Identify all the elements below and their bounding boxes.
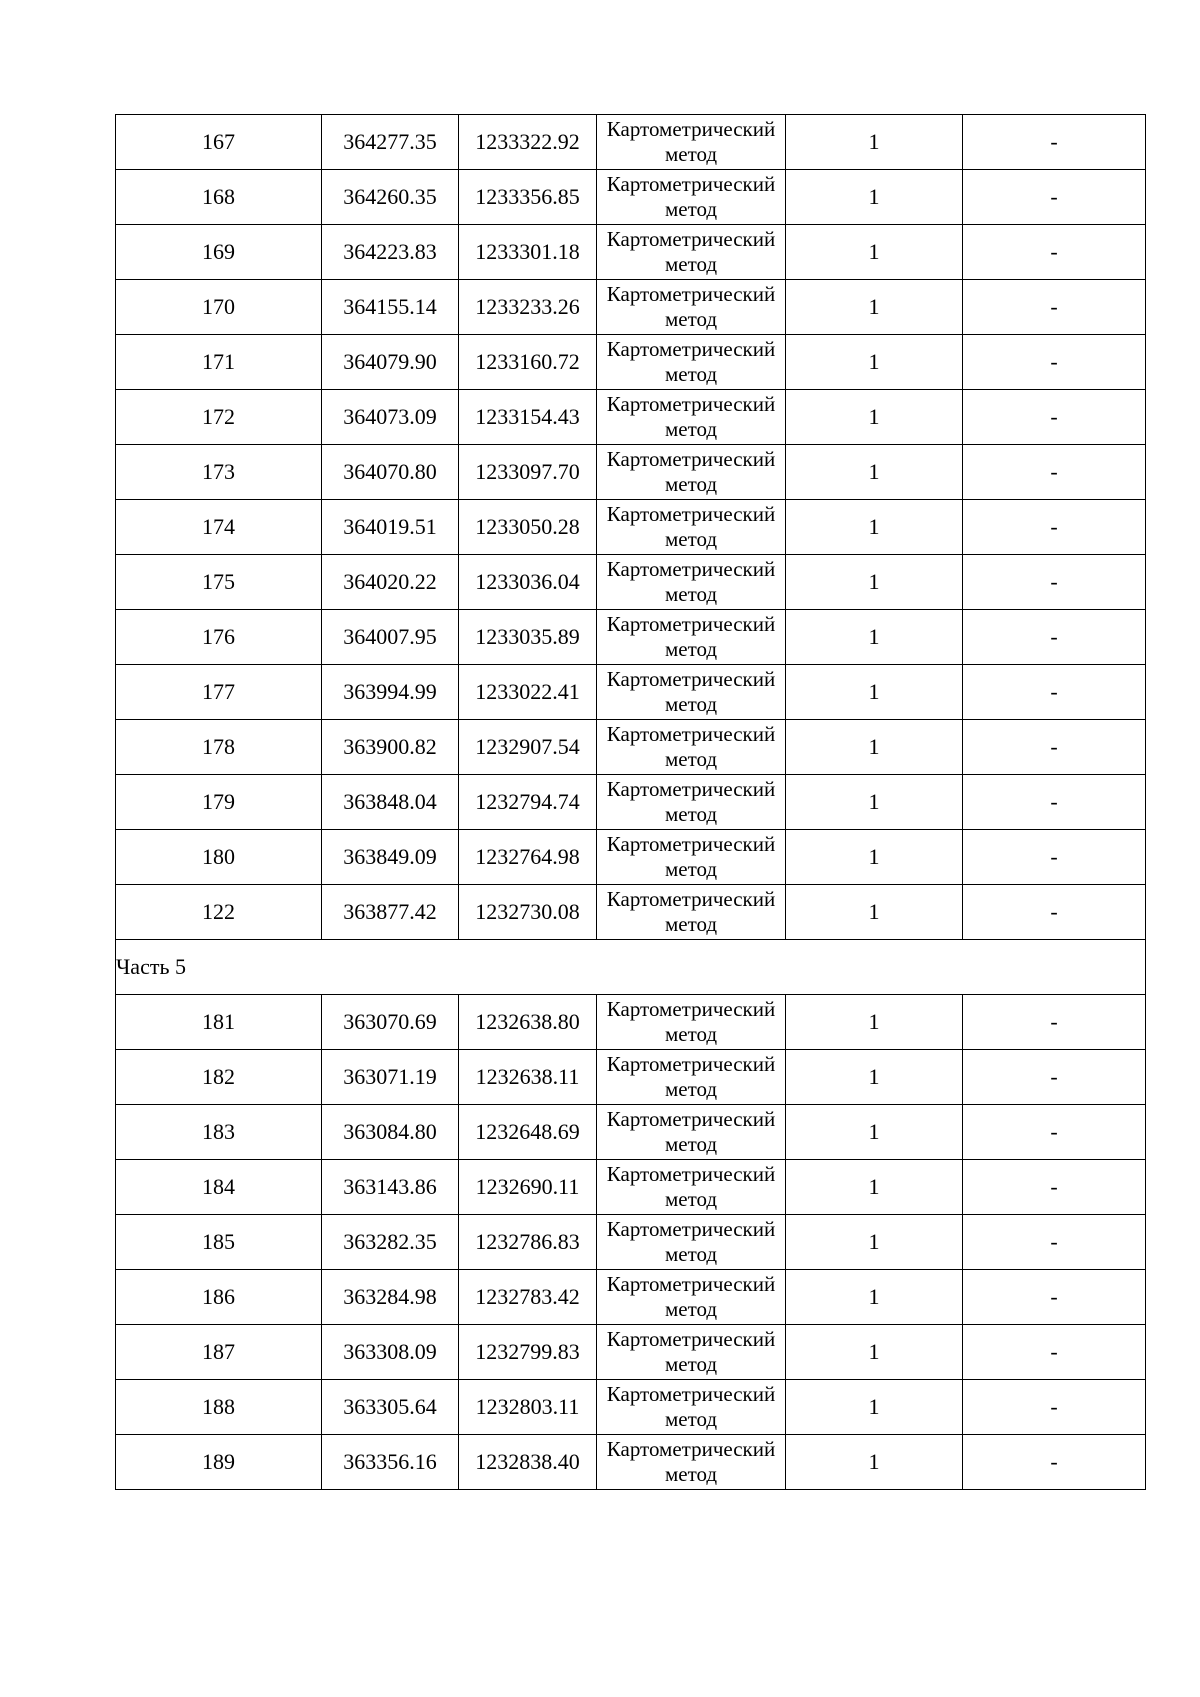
- note-cell: -: [963, 885, 1146, 940]
- method-cell: Картометрический метод: [597, 170, 786, 225]
- point-number-cell: 168: [116, 170, 322, 225]
- note-cell: -: [963, 995, 1146, 1050]
- x-coordinate-cell: 364007.95: [322, 610, 459, 665]
- point-number-cell: 122: [116, 885, 322, 940]
- table-row: [116, 1160, 1146, 1215]
- table-row: [116, 170, 1146, 225]
- method-cell: Картометрический метод: [597, 500, 786, 555]
- method-cell: Картометрический метод: [597, 445, 786, 500]
- accuracy-cell: 1: [786, 830, 963, 885]
- x-coordinate-cell: 363848.04: [322, 775, 459, 830]
- y-coordinate-cell: 1232730.08: [459, 885, 597, 940]
- x-coordinate-cell: 364020.22: [322, 555, 459, 610]
- method-cell: Картометрический метод: [597, 995, 786, 1050]
- point-number-cell: 167: [116, 115, 322, 170]
- point-number-cell: 174: [116, 500, 322, 555]
- y-coordinate-cell: 1233022.41: [459, 665, 597, 720]
- point-number-cell: 171: [116, 335, 322, 390]
- note-cell: -: [963, 1215, 1146, 1270]
- method-cell: Картометрический метод: [597, 1270, 786, 1325]
- point-number-cell: 185: [116, 1215, 322, 1270]
- point-number-cell: 184: [116, 1160, 322, 1215]
- y-coordinate-cell: 1233036.04: [459, 555, 597, 610]
- x-coordinate-cell: 363084.80: [322, 1105, 459, 1160]
- y-coordinate-cell: 1233160.72: [459, 335, 597, 390]
- note-cell: -: [963, 665, 1146, 720]
- table-row: [116, 555, 1146, 610]
- x-coordinate-cell: 364260.35: [322, 170, 459, 225]
- note-cell: -: [963, 1160, 1146, 1215]
- accuracy-cell: 1: [786, 885, 963, 940]
- y-coordinate-cell: 1232838.40: [459, 1435, 597, 1490]
- x-coordinate-cell: 364073.09: [322, 390, 459, 445]
- x-coordinate-cell: 363282.35: [322, 1215, 459, 1270]
- method-cell: Картометрический метод: [597, 610, 786, 665]
- table-row: [116, 885, 1146, 940]
- section-header-row: [116, 940, 1146, 995]
- accuracy-cell: 1: [786, 500, 963, 555]
- note-cell: -: [963, 555, 1146, 610]
- x-coordinate-cell: 363071.19: [322, 1050, 459, 1105]
- note-cell: -: [963, 390, 1146, 445]
- y-coordinate-cell: 1233154.43: [459, 390, 597, 445]
- x-coordinate-cell: 363356.16: [322, 1435, 459, 1490]
- accuracy-cell: 1: [786, 1105, 963, 1160]
- note-cell: -: [963, 500, 1146, 555]
- point-number-cell: 175: [116, 555, 322, 610]
- accuracy-cell: 1: [786, 665, 963, 720]
- accuracy-cell: 1: [786, 610, 963, 665]
- table-row: [116, 390, 1146, 445]
- x-coordinate-cell: 363994.99: [322, 665, 459, 720]
- table-row: [116, 225, 1146, 280]
- point-number-cell: 172: [116, 390, 322, 445]
- note-cell: -: [963, 610, 1146, 665]
- method-cell: Картометрический метод: [597, 1050, 786, 1105]
- table-row: [116, 1270, 1146, 1325]
- point-number-cell: 173: [116, 445, 322, 500]
- method-cell: Картометрический метод: [597, 1215, 786, 1270]
- accuracy-cell: 1: [786, 1435, 963, 1490]
- accuracy-cell: 1: [786, 720, 963, 775]
- coordinates-table: [115, 114, 1146, 1490]
- method-cell: Картометрический метод: [597, 830, 786, 885]
- y-coordinate-cell: 1232783.42: [459, 1270, 597, 1325]
- y-coordinate-cell: 1232794.74: [459, 775, 597, 830]
- point-number-cell: 188: [116, 1380, 322, 1435]
- y-coordinate-cell: 1232690.11: [459, 1160, 597, 1215]
- accuracy-cell: 1: [786, 995, 963, 1050]
- method-cell: Картометрический метод: [597, 115, 786, 170]
- table-row: [116, 1215, 1146, 1270]
- point-number-cell: 179: [116, 775, 322, 830]
- method-cell: Картометрический метод: [597, 1380, 786, 1435]
- y-coordinate-cell: 1233356.85: [459, 170, 597, 225]
- accuracy-cell: 1: [786, 225, 963, 280]
- note-cell: -: [963, 445, 1146, 500]
- method-cell: Картометрический метод: [597, 1105, 786, 1160]
- accuracy-cell: 1: [786, 555, 963, 610]
- x-coordinate-cell: 364079.90: [322, 335, 459, 390]
- x-coordinate-cell: 364019.51: [322, 500, 459, 555]
- x-coordinate-cell: 363305.64: [322, 1380, 459, 1435]
- accuracy-cell: 1: [786, 170, 963, 225]
- y-coordinate-cell: 1232907.54: [459, 720, 597, 775]
- method-cell: Картометрический метод: [597, 775, 786, 830]
- x-coordinate-cell: 363070.69: [322, 995, 459, 1050]
- y-coordinate-cell: 1233097.70: [459, 445, 597, 500]
- y-coordinate-cell: 1232648.69: [459, 1105, 597, 1160]
- method-cell: Картометрический метод: [597, 1325, 786, 1380]
- note-cell: -: [963, 335, 1146, 390]
- x-coordinate-cell: 363143.86: [322, 1160, 459, 1215]
- accuracy-cell: 1: [786, 775, 963, 830]
- note-cell: -: [963, 115, 1146, 170]
- point-number-cell: 187: [116, 1325, 322, 1380]
- method-cell: Картометрический метод: [597, 225, 786, 280]
- accuracy-cell: 1: [786, 335, 963, 390]
- point-number-cell: 177: [116, 665, 322, 720]
- point-number-cell: 182: [116, 1050, 322, 1105]
- accuracy-cell: 1: [786, 1215, 963, 1270]
- point-number-cell: 169: [116, 225, 322, 280]
- y-coordinate-cell: 1232764.98: [459, 830, 597, 885]
- table-row: [116, 280, 1146, 335]
- x-coordinate-cell: 363308.09: [322, 1325, 459, 1380]
- note-cell: -: [963, 830, 1146, 885]
- table-row: [116, 115, 1146, 170]
- point-number-cell: 183: [116, 1105, 322, 1160]
- accuracy-cell: 1: [786, 1050, 963, 1105]
- method-cell: Картометрический метод: [597, 1435, 786, 1490]
- x-coordinate-cell: 364070.80: [322, 445, 459, 500]
- method-cell: Картометрический метод: [597, 665, 786, 720]
- table-row: [116, 720, 1146, 775]
- note-cell: -: [963, 1050, 1146, 1105]
- accuracy-cell: 1: [786, 445, 963, 500]
- accuracy-cell: 1: [786, 115, 963, 170]
- method-cell: Картометрический метод: [597, 335, 786, 390]
- point-number-cell: 176: [116, 610, 322, 665]
- method-cell: Картометрический метод: [597, 390, 786, 445]
- table-row: [116, 1435, 1146, 1490]
- y-coordinate-cell: 1232638.11: [459, 1050, 597, 1105]
- y-coordinate-cell: 1233322.92: [459, 115, 597, 170]
- y-coordinate-cell: 1232803.11: [459, 1380, 597, 1435]
- x-coordinate-cell: 364155.14: [322, 280, 459, 335]
- y-coordinate-cell: 1232786.83: [459, 1215, 597, 1270]
- accuracy-cell: 1: [786, 1160, 963, 1215]
- method-cell: Картометрический метод: [597, 280, 786, 335]
- method-cell: Картометрический метод: [597, 885, 786, 940]
- table-row: [116, 665, 1146, 720]
- table-row: [116, 1050, 1146, 1105]
- accuracy-cell: 1: [786, 1325, 963, 1380]
- note-cell: -: [963, 1325, 1146, 1380]
- note-cell: -: [963, 1105, 1146, 1160]
- point-number-cell: 178: [116, 720, 322, 775]
- table-row: [116, 995, 1146, 1050]
- section-title: Часть 5: [116, 940, 1146, 995]
- method-cell: Картометрический метод: [597, 555, 786, 610]
- note-cell: -: [963, 1380, 1146, 1435]
- note-cell: -: [963, 775, 1146, 830]
- point-number-cell: 180: [116, 830, 322, 885]
- note-cell: -: [963, 280, 1146, 335]
- table-row: [116, 610, 1146, 665]
- x-coordinate-cell: 363877.42: [322, 885, 459, 940]
- table-row: [116, 1325, 1146, 1380]
- x-coordinate-cell: 364277.35: [322, 115, 459, 170]
- accuracy-cell: 1: [786, 1270, 963, 1325]
- accuracy-cell: 1: [786, 390, 963, 445]
- method-cell: Картометрический метод: [597, 720, 786, 775]
- table-row: [116, 335, 1146, 390]
- y-coordinate-cell: 1232799.83: [459, 1325, 597, 1380]
- note-cell: -: [963, 1270, 1146, 1325]
- method-cell: Картометрический метод: [597, 1160, 786, 1215]
- y-coordinate-cell: 1233050.28: [459, 500, 597, 555]
- point-number-cell: 189: [116, 1435, 322, 1490]
- y-coordinate-cell: 1233035.89: [459, 610, 597, 665]
- note-cell: -: [963, 225, 1146, 280]
- point-number-cell: 170: [116, 280, 322, 335]
- coordinates-table-body: [116, 115, 1146, 1490]
- point-number-cell: 181: [116, 995, 322, 1050]
- x-coordinate-cell: 363900.82: [322, 720, 459, 775]
- note-cell: -: [963, 170, 1146, 225]
- accuracy-cell: 1: [786, 1380, 963, 1435]
- accuracy-cell: 1: [786, 280, 963, 335]
- table-row: [116, 1380, 1146, 1435]
- table-row: [116, 1105, 1146, 1160]
- point-number-cell: 186: [116, 1270, 322, 1325]
- table-row: [116, 500, 1146, 555]
- y-coordinate-cell: 1233233.26: [459, 280, 597, 335]
- x-coordinate-cell: 363284.98: [322, 1270, 459, 1325]
- x-coordinate-cell: 363849.09: [322, 830, 459, 885]
- y-coordinate-cell: 1233301.18: [459, 225, 597, 280]
- table-row: [116, 830, 1146, 885]
- note-cell: -: [963, 720, 1146, 775]
- x-coordinate-cell: 364223.83: [322, 225, 459, 280]
- table-row: [116, 775, 1146, 830]
- y-coordinate-cell: 1232638.80: [459, 995, 597, 1050]
- note-cell: -: [963, 1435, 1146, 1490]
- table-row: [116, 445, 1146, 500]
